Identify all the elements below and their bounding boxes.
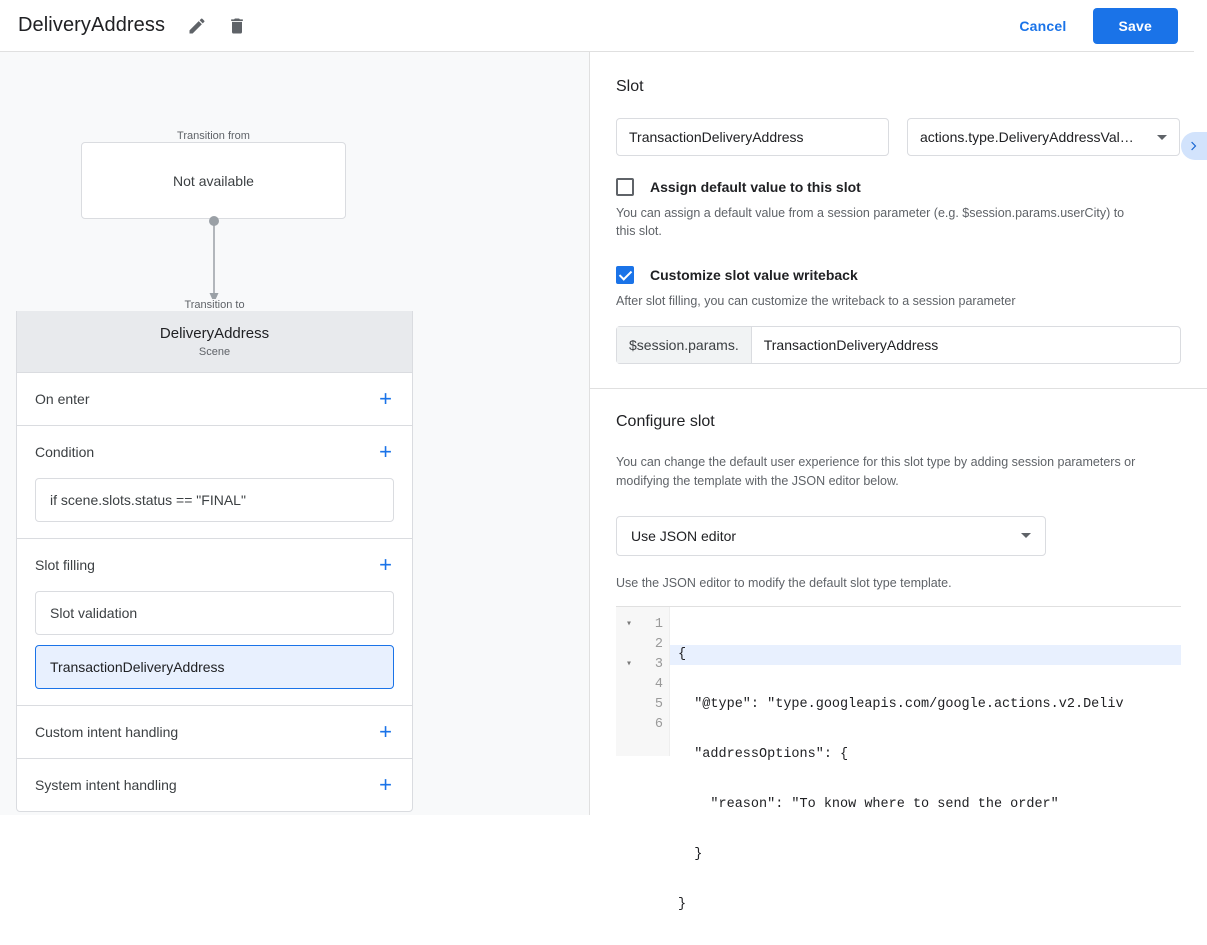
collapse-pane-chevron-right-icon[interactable] (1181, 132, 1207, 160)
line-number-gutter (642, 607, 670, 756)
section-custom-intent (17, 706, 412, 759)
app-header (0, 0, 1194, 52)
list-item[interactable]: if scene.slots.status == "FINAL" (35, 478, 394, 522)
add-condition-icon[interactable]: + (379, 439, 392, 464)
fold-arrow-icon[interactable]: ▾ (625, 618, 633, 630)
chevron-right-icon-svg (1187, 139, 1201, 153)
slot-type-value: actions.type.DeliveryAddressVal… (920, 129, 1134, 145)
code-line: } (678, 846, 703, 862)
section-slot-filling-title: Slot filling (35, 557, 95, 573)
slot-panel (590, 52, 1207, 389)
assign-default-label: Assign default value to this slot (650, 179, 861, 195)
editor-mode-select[interactable] (616, 516, 1046, 556)
line-number: 1 (654, 616, 663, 632)
section-system-intent-header[interactable] (17, 759, 412, 811)
section-condition (17, 426, 412, 539)
slot-panel-title: Slot (616, 78, 644, 95)
add-system-intent-icon[interactable]: + (379, 772, 392, 797)
slot-details-pane (590, 52, 1207, 912)
transition-from-node[interactable] (81, 142, 346, 219)
editor-hint: Use the JSON editor to modify the default slot type template. (616, 575, 952, 590)
writeback-label: Customize slot value writeback (650, 267, 858, 284)
fold-arrow-icon[interactable]: ▾ (625, 658, 633, 670)
fold-gutter[interactable] (616, 607, 642, 756)
line-number: 5 (654, 696, 663, 712)
scene-graph-pane (0, 52, 590, 815)
transition-from-caption: Transition from (81, 130, 346, 142)
section-slot-filling-header[interactable] (17, 539, 412, 591)
line-number: 3 (654, 656, 663, 672)
pencil-icon[interactable] (183, 12, 211, 40)
cancel-button[interactable]: Cancel (1005, 10, 1080, 42)
assign-default-row[interactable] (590, 178, 1207, 196)
line-number: 6 (654, 716, 663, 732)
main-body (0, 52, 1194, 912)
trash-icon[interactable] (223, 12, 251, 40)
slot-type-select[interactable] (907, 118, 1180, 156)
chevron-down-icon (1157, 135, 1167, 140)
scene-subtitle: Scene (198, 346, 231, 358)
section-slot-filling (17, 539, 412, 706)
fold-spacer (616, 695, 642, 715)
configure-slot-description: You can change the default user experience for this slot type by adding session parameters or modifying the template with the JSON editor below. (616, 455, 1136, 488)
configure-slot-title: Configure slot (616, 413, 715, 431)
add-custom-intent-icon[interactable]: + (379, 719, 392, 744)
writeback-row[interactable] (590, 266, 1207, 284)
editor-mode-value: Use JSON editor (631, 527, 737, 544)
line-number: 2 (654, 636, 663, 652)
assign-default-help: You can assign a default value from a session parameter (e.g. $session.params.userCity) to this slot. (616, 206, 1125, 239)
section-condition-title: Condition (35, 444, 95, 460)
scene-card (16, 306, 413, 812)
section-condition-body (17, 478, 412, 538)
section-system-intent-title: System intent handling (35, 777, 177, 793)
writeback-help: After slot filling, you can customize the writeback to a session parameter (616, 294, 1016, 309)
fold-spacer (616, 635, 642, 655)
section-on-enter-title: On enter (35, 391, 90, 407)
code-line: "reason": "To know where to send the order" (678, 796, 1059, 812)
json-editor[interactable] (616, 606, 1181, 912)
json-code-area[interactable] (670, 607, 1181, 912)
scene-name: DeliveryAddress (159, 325, 270, 342)
list-item-selected[interactable]: TransactionDeliveryAddress (35, 645, 394, 689)
transition-from-label: Not available (173, 172, 254, 189)
fold-spacer (616, 715, 642, 735)
code-line: "addressOptions": { (678, 746, 849, 762)
add-on-enter-icon[interactable]: + (379, 386, 392, 411)
section-slot-filling-body (17, 591, 412, 705)
save-button[interactable]: Save (1093, 8, 1179, 44)
slot-name-input[interactable]: TransactionDeliveryAddress (616, 118, 889, 156)
section-custom-intent-header[interactable] (17, 706, 412, 758)
slot-fields-row (590, 118, 1207, 156)
list-item[interactable]: Slot validation (35, 591, 394, 635)
writeback-checkbox[interactable] (616, 266, 634, 284)
code-line: "@type": "type.googleapis.com/google.actions.v2.Deliv (678, 696, 1124, 712)
section-system-intent (17, 759, 412, 811)
section-condition-header[interactable] (17, 426, 412, 478)
chevron-down-icon (1021, 533, 1031, 538)
section-custom-intent-title: Custom intent handling (35, 724, 179, 740)
writeback-field[interactable] (616, 326, 1181, 364)
configure-slot-panel (590, 389, 1207, 912)
code-line: { (670, 645, 1181, 665)
trash-icon-svg (227, 16, 247, 36)
pencil-icon-svg (187, 16, 207, 36)
scene-header[interactable] (17, 307, 412, 373)
section-on-enter-header[interactable] (17, 373, 412, 425)
page-title: DeliveryAddress (18, 14, 166, 36)
fold-spacer (616, 675, 642, 695)
connector-arrow-icon (208, 215, 220, 305)
section-on-enter (17, 373, 412, 426)
line-number: 4 (654, 676, 663, 692)
add-slot-filling-icon[interactable]: + (379, 552, 392, 577)
writeback-prefix: $session.params. (617, 327, 752, 363)
assign-default-checkbox[interactable] (616, 178, 634, 196)
code-line: } (678, 896, 687, 912)
transition-to-caption: Transition to (16, 299, 413, 311)
writeback-input[interactable]: TransactionDeliveryAddress (763, 337, 939, 354)
